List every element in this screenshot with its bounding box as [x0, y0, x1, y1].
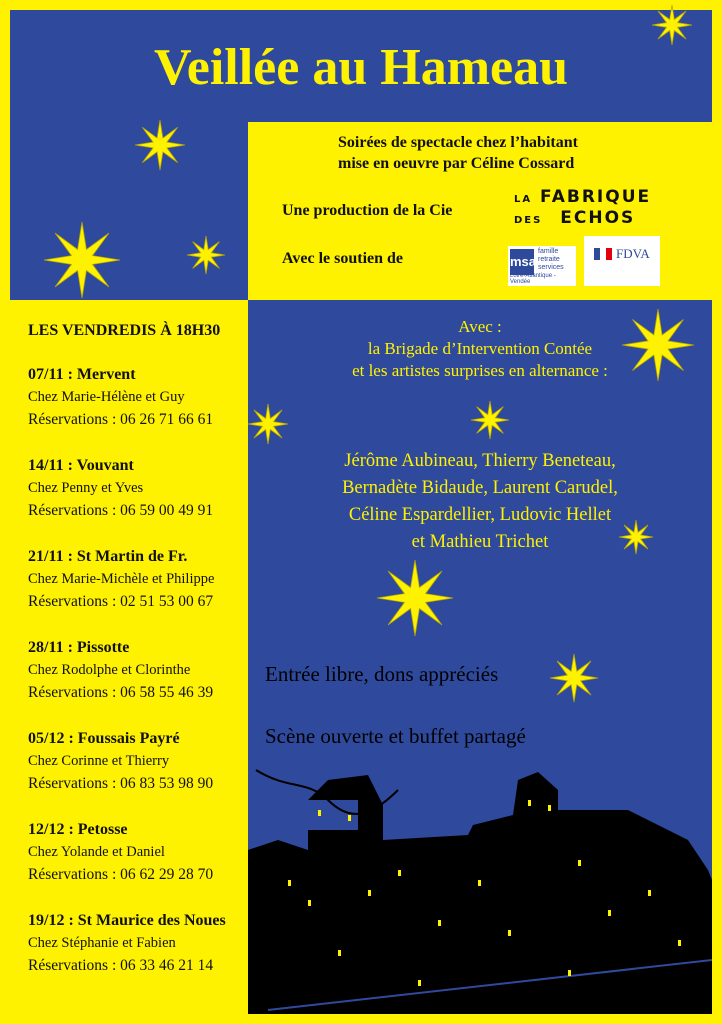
intro-line: Avec : [458, 317, 502, 336]
extra-info: Scène ouverte et buffet partagé [265, 724, 526, 748]
event-reservation: Réservations : 06 62 29 28 70 [28, 866, 214, 883]
subtitle-line: Soirées de spectacle chez l’habitant [338, 134, 578, 151]
subtitle-line: mise en oeuvre par Céline Cossard [338, 155, 575, 172]
logo-text: LA [514, 194, 533, 205]
event-date-place: 07/11 : Mervent [28, 366, 136, 383]
star-icon [248, 404, 288, 444]
star-icon [135, 120, 185, 170]
support-label: Avec le soutien de [282, 250, 404, 267]
production-label: Une production de la Cie [282, 202, 453, 219]
logo-text: famille [538, 248, 559, 255]
event-host: Chez Rodolphe et Clorinthe [28, 662, 191, 678]
event-reservation: Réservations : 06 33 46 21 14 [28, 957, 214, 974]
logo-text: ECHOS [560, 208, 636, 228]
star-icon [377, 560, 453, 636]
event-reservation: Réservations : 06 59 00 49 91 [28, 502, 214, 519]
logo-text: retraite [538, 256, 560, 263]
event-reservation: Réservations : 02 51 53 00 67 [28, 593, 214, 610]
intro-line: la Brigade d’Intervention Contée [367, 339, 593, 358]
logo-text: services [538, 264, 564, 271]
artists-line: et Mathieu Trichet [411, 532, 549, 552]
star-icon [652, 5, 692, 45]
poster-title: Veillée au Hameau [153, 39, 569, 96]
logo-text: DES [514, 215, 543, 226]
event-host: Chez Corinne et Thierry [28, 753, 170, 769]
event-reservation: Réservations : 06 26 71 66 61 [28, 411, 214, 428]
event-date-place: 28/11 : Pissotte [28, 639, 130, 656]
logo-text: FABRIQUE [540, 187, 652, 207]
schedule-heading: LES VENDREDIS À 18H30 [28, 322, 221, 339]
event-host: Chez Stéphanie et Fabien [28, 935, 176, 951]
star-icon [550, 654, 598, 702]
event-reservation: Réservations : 06 58 55 46 39 [28, 684, 214, 701]
intro-line: et les artistes surprises en alternance : [352, 361, 608, 380]
entry-info: Entrée libre, dons appréciés [265, 662, 499, 686]
star-icon [619, 520, 653, 554]
star-icon [622, 309, 694, 381]
logo-text: FDVA [616, 246, 650, 261]
event-host: Chez Penny et Yves [28, 480, 144, 496]
event-host: Chez Marie-Michèle et Philippe [28, 571, 215, 587]
logo-text: msa [510, 249, 534, 275]
star-icon [471, 401, 509, 439]
artists-line: Céline Espardellier, Ludovic Hellet [348, 505, 612, 525]
artists-line: Jérôme Aubineau, Thierry Beneteau, [344, 451, 616, 471]
event-date-place: 19/12 : St Maurice des Noues [28, 912, 226, 929]
event-host: Chez Yolande et Daniel [28, 844, 165, 860]
artists-line: Bernadète Bidaude, Laurent Carudel, [342, 478, 618, 498]
logo-text: Loire-Atlantique - Vendée [510, 273, 556, 285]
star-icon [44, 222, 120, 298]
event-date-place: 21/11 : St Martin de Fr. [28, 548, 188, 565]
event-host: Chez Marie-Hélène et Guy [28, 389, 185, 405]
star-icon [187, 236, 225, 274]
event-date-place: 12/12 : Petosse [28, 821, 128, 838]
event-date-place: 05/12 : Foussais Payré [28, 730, 180, 747]
event-date-place: 14/11 : Vouvant [28, 457, 134, 474]
event-reservation: Réservations : 06 83 53 98 90 [28, 775, 214, 792]
